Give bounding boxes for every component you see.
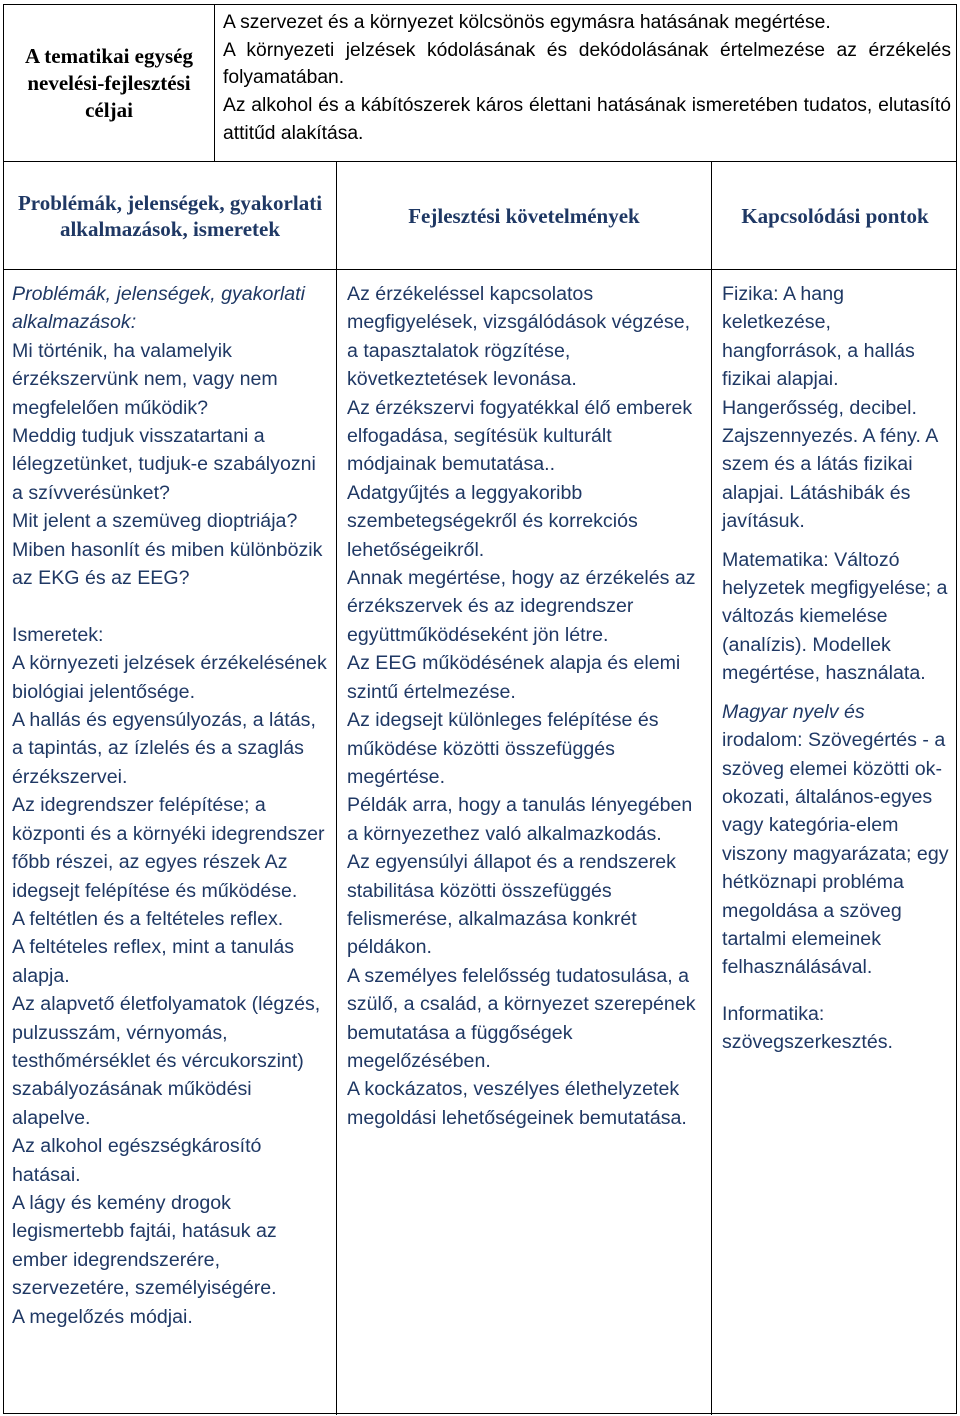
- connection-informatics: Informatika: szövegszerkesztés.: [722, 1002, 893, 1054]
- requirement-item: Az egyensúlyi állapot és a rendszerek stabilitása közötti összefüggés felismerése, alkalmazása konkrét példákon.: [347, 851, 676, 959]
- problem-item: Miben hasonlít és miben különbözik az EKG és az EEG?: [12, 538, 323, 590]
- header-connections: Kapcsolódási pontok: [741, 203, 929, 228]
- curriculum-table: [3, 4, 957, 1414]
- spacer: [722, 536, 954, 546]
- knowledge-item: Az alkohol egészségkárosító hatásai.: [12, 1135, 262, 1186]
- goals-row: [4, 5, 956, 162]
- goal-line: A szervezet és a környezet kölcsönös egymásra hatásának megértése.: [223, 12, 831, 33]
- requirement-item: Az EEG működésének alapja és elemi szintű értelmezése.: [347, 652, 681, 703]
- spacer: [12, 592, 330, 620]
- problems-title: Problémák, jelenségek, gyakorlati alkalmazások:: [12, 283, 305, 334]
- header-cell-problems: [4, 162, 337, 269]
- requirement-item: Adatgyűjtés a leggyakoribb szembetegségekről és korrekciós lehetőségeikről.: [347, 481, 638, 561]
- connection-physics: Fizika: A hang keletkezése, hangforrások, a hallás fizikai alapjai. Hangerősség, decibel. Zajszennyezés. A fény. A szem és a látás fizikai alapjai. Látáshibák és javításuk.: [722, 283, 938, 533]
- connection-literature: [722, 698, 954, 982]
- goal-line: Az alkohol és a kábítószerek káros élettani hatásának ismeretében tudatos, elutasító attitűd alakítása.: [223, 95, 951, 144]
- requirement-item: Az érzékszervi fogyatékkal élő emberek elfogadása, segítésük kulturált módjainak bemutatása..: [347, 396, 693, 476]
- goal-line: A környezeti jelzések kódolásának és dekódolásának értelmezése az érzékelés folyamatában.: [223, 39, 951, 89]
- requirement-item: A személyes felelősség tudatosulása, a szülő, a család, a környezet szerepének bemutatása a függőségek megelőzésében.: [347, 964, 696, 1072]
- goals-label: A tematikai egység nevelési-fejlesztési céljai: [4, 5, 215, 161]
- content-row: [4, 270, 956, 1415]
- connections-cell: [712, 270, 958, 1415]
- requirement-item: Az idegsejt különleges felépítése és működése közötti összefüggés megértése.: [347, 709, 659, 788]
- requirement-item: Annak megértése, hogy az érzékelés az érzékszervek és az idegrendszer együttműködéseként jön létre.: [347, 567, 696, 646]
- spacer: [722, 982, 954, 1000]
- problems-knowledge-cell: [4, 270, 337, 1415]
- requirement-item: Az érzékeléssel kapcsolatos megfigyelések, vizsgálódások végzése, a tapasztalatok rögzítése, következtetések levonása.: [347, 283, 691, 391]
- knowledge-item: A megelőzés módjai.: [12, 1305, 193, 1328]
- column-header-row: [4, 162, 956, 270]
- knowledge-item: A feltétlen és a feltételes reflex.: [12, 907, 284, 930]
- header-cell-requirements: [337, 162, 712, 269]
- knowledge-title: Ismeretek:: [12, 623, 104, 646]
- header-cell-connections: [712, 162, 958, 269]
- literature-italic: Magyar nyelv és: [722, 700, 865, 723]
- header-requirements: Fejlesztési követelmények: [408, 203, 640, 228]
- literature-rest: irodalom: Szövegértés - a szöveg elemei közötti ok-okozati, általános-egyes vagy kategória-elem viszony magyarázata; egy hétköznapi probléma megoldása a szöveg tartalmi elemeinek felhasználásával.: [722, 729, 949, 979]
- header-problems: Problémák, jelenségek, gyakorlati alkalmazások, ismeretek: [17, 190, 323, 241]
- knowledge-item: A feltételes reflex, mint a tanulás alapja.: [12, 936, 295, 987]
- knowledge-item: A környezeti jelzések érzékelésének biológiai jelentősége.: [12, 652, 327, 703]
- knowledge-item: Az alapvető életfolyamatok (légzés, pulzusszám, vérnyomás, testhőmérséklet és vércukorszint) szabályozásának működési alapelve.: [12, 993, 321, 1129]
- problem-item: Mi történik, ha valamelyik érzékszervünk nem, vagy nem megfelelően működik?: [12, 339, 278, 419]
- knowledge-item: A lágy és kemény drogok legismertebb fajtái, hatásuk az ember idegrendszerére, szervezetére, személyiségére.: [12, 1191, 277, 1300]
- problem-item: Meddig tudjuk visszatartani a lélegzetünket, tudjuk-e szabályozni a szívverésünket?: [12, 425, 316, 504]
- knowledge-item: A hallás és egyensúlyozás, a látás, a tapintás, az ízlelés és a szaglás érzékszervei.: [12, 709, 316, 788]
- requirement-item: Példák arra, hogy a tanulás lényegében a környezethez való alkalmazkodás.: [347, 794, 693, 845]
- requirement-item: A kockázatos, veszélyes élethelyzetek megoldási lehetőségeinek bemutatása.: [347, 1078, 687, 1129]
- knowledge-item: Az idegrendszer felépítése; a központi és a környéki idegrendszer főbb részei, az egyes részek Az idegsejt felépítése és működése.: [12, 794, 325, 902]
- spacer: [722, 688, 954, 698]
- requirements-cell: [337, 270, 712, 1415]
- goals-text: [223, 9, 951, 148]
- problem-item: Mit jelent a szemüveg dioptriája?: [12, 510, 298, 533]
- connection-math: Matematika: Változó helyzetek megfigyelése; a változás kiemelése (analízis). Modellek megértése, használata.: [722, 548, 948, 685]
